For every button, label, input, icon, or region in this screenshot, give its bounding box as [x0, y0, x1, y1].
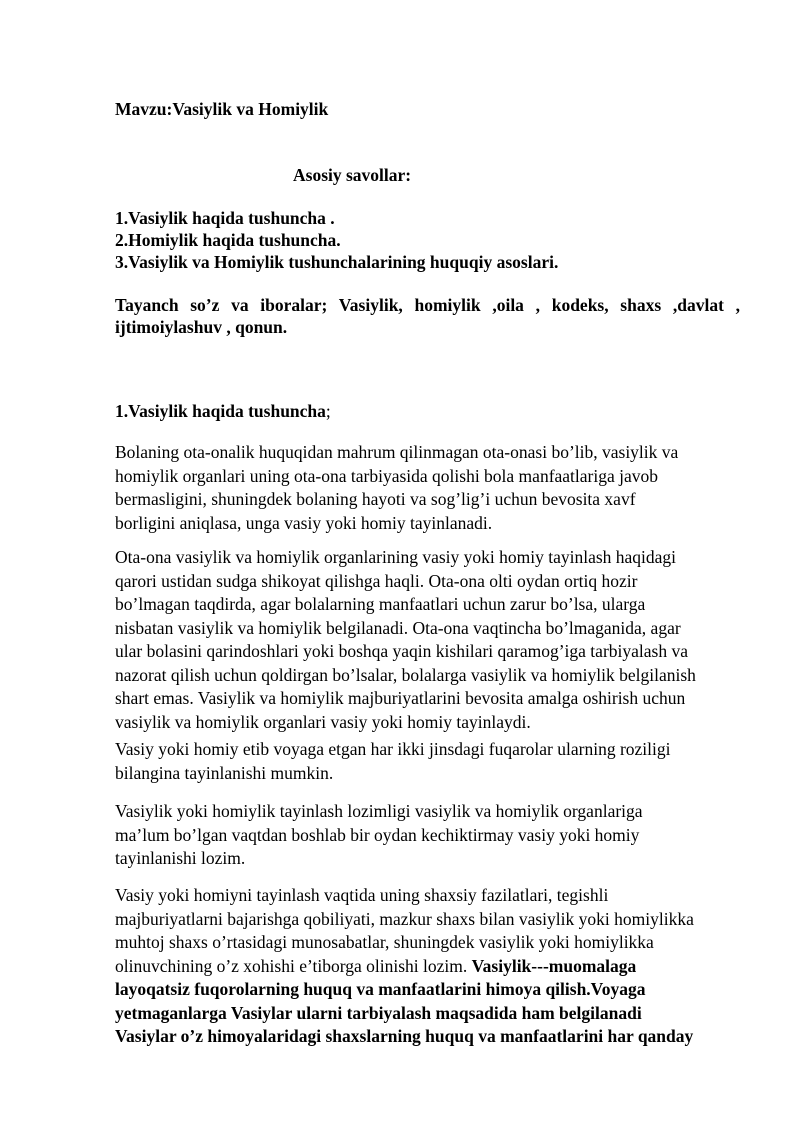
- paragraph-line: qarori ustidan sudga shikoyat qilishga haqli. Ota-ona olti oydan ortiq hozir: [115, 570, 638, 591]
- paragraph-line: Bolaning ota-onalik huquqidan mahrum qilinmagan ota-onasi bo’lib, vasiylik va: [115, 442, 679, 462]
- paragraph-line: ma’lum bo’lgan vaqtdan boshlab bir oydan kechiktirmay vasiy yoki homiy: [115, 824, 640, 845]
- question-item-2: 2.Homiylik haqida tushuncha.: [115, 230, 341, 250]
- paragraph-line: Vasiy yoki homiy etib voyaga etgan har ikki jinsdagi fuqarolar ularning roziligi: [115, 739, 671, 759]
- paragraph-line: nisbatan vasiylik va homiylik belgilanadi. Ota-ona vaqtincha bo’lmaganida, agar: [115, 617, 681, 638]
- paragraph-line: bermasligini, shuningdek bolaning hayoti va sog’lig’i uchun bevosita xavf: [115, 489, 636, 509]
- paragraph-3: [115, 738, 740, 785]
- section-1-heading: [115, 400, 331, 422]
- paragraph-line: tayinlanishi lozim.: [115, 848, 246, 868]
- document-title: Mavzu:Vasiylik va Homiylik: [115, 99, 329, 119]
- paragraph-line: Vasiylik yoki homiylik tayinlash lozimligi vasiylik va homiylik organlariga: [115, 801, 643, 821]
- paragraph-bold-line: layoqatsiz fuqorolarning huquq va manfaatlarini himoya qilish.Voyaga: [115, 979, 646, 999]
- paragraph-line: borligini aniqlasa, unga vasiy yoki homiy tayinlanadi.: [115, 512, 493, 533]
- paragraph-2: [115, 546, 740, 734]
- paragraph-5: [115, 884, 740, 1049]
- questions-heading: Asosiy savollar:: [293, 165, 412, 185]
- paragraph-line: muhtoj shaxs o’rtasidagi munosabatlar, shuningdek vasiylik yoki homiylikka: [115, 932, 654, 952]
- paragraph-bold-line: yetmaganlarga Vasiylar ularni tarbiyalash maqsadida ham belgilanadi: [115, 1002, 642, 1023]
- paragraph-line: nazorat qilish uchun qoldirgan bo’lsalar, bolalarga vasiylik va homiylik belgilanish: [115, 664, 696, 685]
- paragraph-line: vasiylik va homiylik organlari vasiy yoki homiy tayinlaydi.: [115, 711, 531, 732]
- paragraph-line-mixed: [115, 955, 740, 979]
- paragraph-line: homiylik organlari uning ota-ona tarbiyasida qolishi bola manfaatlariga javob: [115, 465, 659, 486]
- paragraph-line-regular-part: olinuvchining o’z xohishi e’tiborga olinishi lozim.: [115, 955, 472, 976]
- paragraph-line-bold-part: Vasiylik---muomalaga: [471, 955, 637, 976]
- paragraph-bold-line: Vasiylar o’z himoyalaridagi shaxslarning huquq va manfaatlarini har qanday: [115, 1026, 694, 1046]
- paragraph-line: shart emas. Vasiylik va homiylik majburiyatlarini bevosita amalga oshirish uchun: [115, 688, 686, 708]
- section-1-heading-text: 1.Vasiylik haqida tushuncha: [115, 401, 326, 421]
- question-item-3: 3.Vasiylik va Homiylik tushunchalarining huquqiy asoslari.: [115, 252, 559, 272]
- paragraph-line: bilangina tayinlanishi mumkin.: [115, 762, 334, 783]
- keywords-line-2: ijtimoiylashuv , qonun.: [115, 317, 288, 337]
- question-item-1: 1.Vasiylik haqida tushuncha .: [115, 208, 335, 228]
- paragraph-4: [115, 800, 740, 871]
- paragraph-line: Vasiy yoki homiyni tayinlash vaqtida uning shaxsiy fazilatlari, tegishli: [115, 885, 609, 905]
- section-1-heading-suffix: ;: [325, 401, 331, 421]
- paragraph-1: [115, 441, 740, 535]
- keywords-line-1: Tayanch so’z va iboralar; Vasiylik, homiylik ,oila , kodeks, shaxs ,davlat ,: [115, 295, 740, 315]
- paragraph-line: majburiyatlarni bajarishga qobiliyati, mazkur shaxs bilan vasiylik yoki homiylikka: [115, 908, 694, 929]
- paragraph-line: ular bolasini qarindoshlari yoki boshqa yaqin kishilari qaramog’iga tarbiyalash va: [115, 641, 688, 661]
- paragraph-line: Ota-ona vasiylik va homiylik organlarining vasiy yoki homiy tayinlash haqidagi: [115, 547, 677, 567]
- paragraph-line: bo’lmagan taqdirda, agar bolalarning manfaatlari uchun zarur bo’lsa, ularga: [115, 594, 646, 614]
